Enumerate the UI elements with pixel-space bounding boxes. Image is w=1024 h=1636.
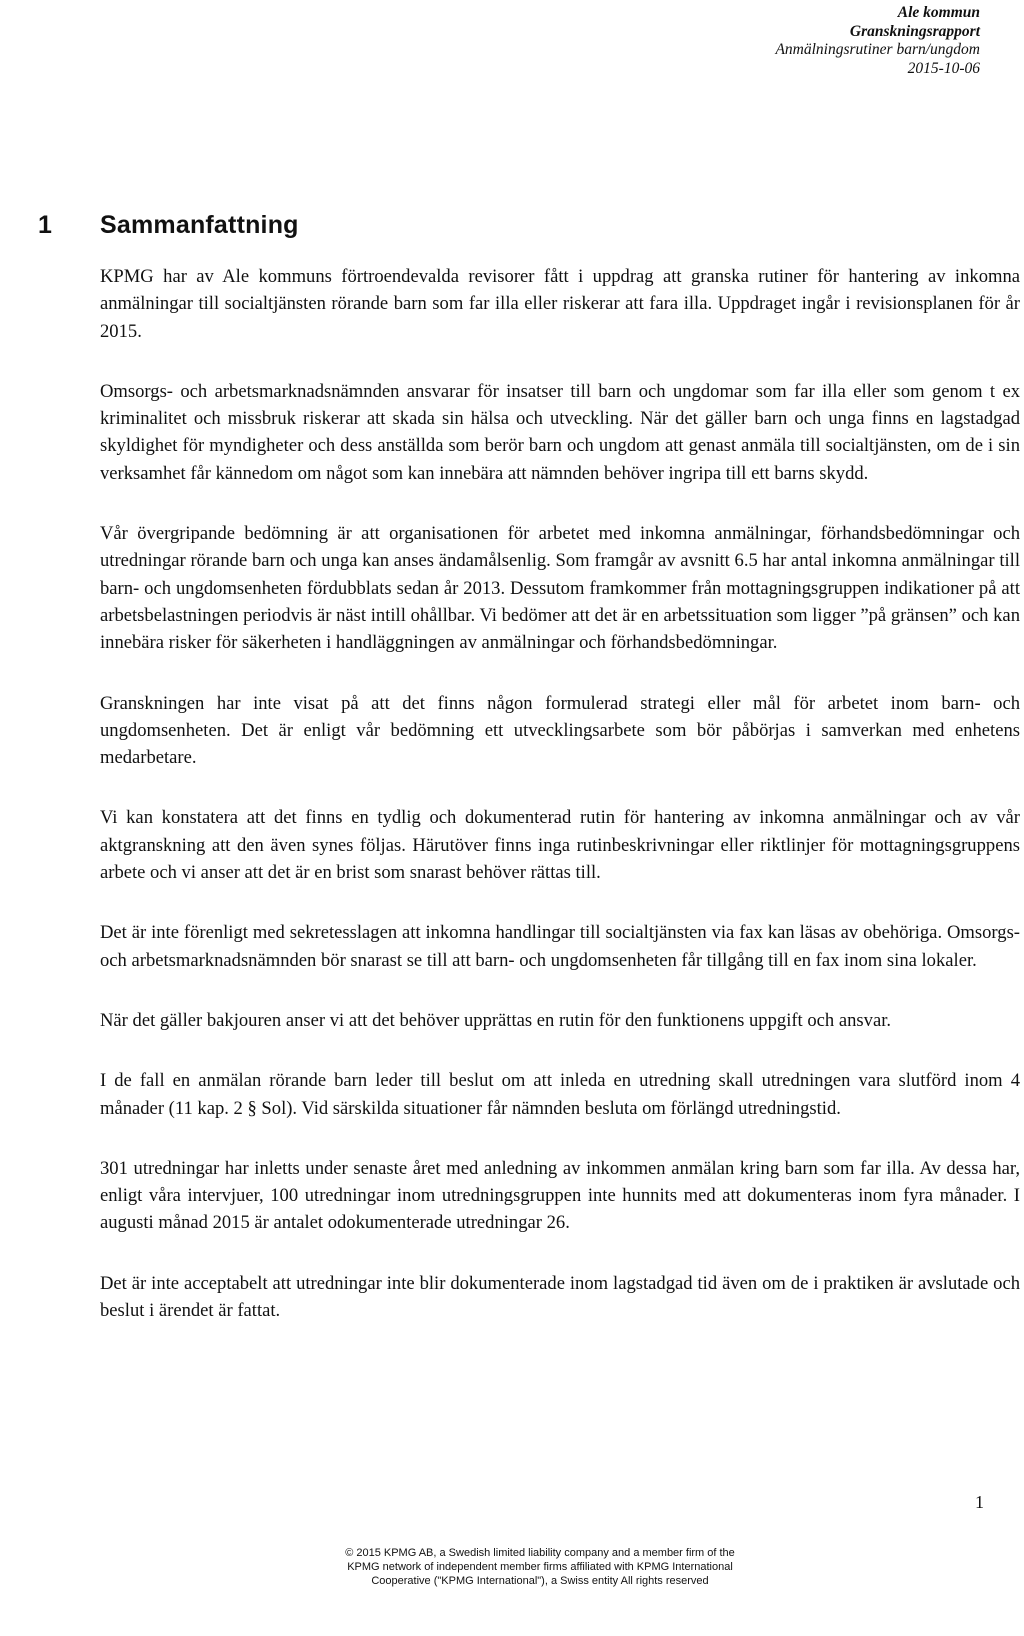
paragraph: I de fall en anmälan rörande barn leder till beslut om att inleda en utredning skall utredningen vara slutförd inom 4 månader (11 kap. 2 § Sol). Vid särskilda situationer får nämnden besluta om förlängd utredningstid. [100,1070,1020,1119]
copyright-footer [300,1546,780,1588]
section-title: Sammanfattning [100,211,299,239]
header-subject: Anmälningsrutiner barn/ungdom [775,41,980,58]
page-header [775,4,980,78]
paragraph: Det är inte acceptabelt att utredningar inte blir dokumenterade inom lagstadgad tid även om de i praktiken är avslutade och beslut i ärendet är fattat. [100,1272,1020,1322]
paragraph: Vi kan konstatera att det finns en tydlig och dokumenterad rutin för hantering av inkomna anmälningar och av vår aktgranskning att den även synes följas. Härutöver finns inga rutinbeskrivningar eller riktlinjer för mottagningsgruppens arbete och vi anser att det är en brist som snarast behöver rättas till. [100,807,1020,884]
header-org: Ale kommun [897,4,980,21]
footer-line: © 2015 KPMG AB, a Swedish limited liability company and a member firm of the [345,1547,735,1559]
paragraph: Granskningen har inte visat på att det finns någon formulerad strategi eller mål för arbetet inom barn- och ungdomsenheten. Det är enligt vår bedömning ett utvecklingsarbete som bör påbörjas i samverkan med enhetens medarbetare. [100,692,1020,769]
paragraph: 301 utredningar har inletts under senaste året med anledning av inkommen anmälan kring barn som far illa. Av dessa har, enligt våra intervjuer, 100 utredningar inom utredningsgruppen inte hunnits med att dokumenteras inom fyra månader. I augusti månad 2015 är antalet odokumenterade utredningar 26. [100,1157,1020,1234]
paragraph: Omsorgs- och arbetsmarknadsnämnden ansvarar för insatser till barn och ungdomar som far illa eller som genom t ex kriminalitet och missbruk riskerar att skada sin hälsa och utveckling. När det gäller barn och unga finns en lagstadgad skyldighet för myndigheter och dess anställda som berör barn och ungdom att genast anmäla till socialtjänsten, om de i sin verksamhet får kännedom om något som kan innebära att nämnden behöver ingripa till ett barns skydd. [100,380,1020,484]
paragraph: Vår övergripande bedömning är att organisationen för arbetet med inkomna anmälningar, förhandsbedömningar och utredningar rörande barn och unga kan anses ändamålsenlig. Som framgår av avsnitt 6.5 har antal inkomna anmälningar till barn- och ungdomsenheten fördubblats sedan år 2013. Dessutom framkommer från mottagningsgruppen indikationer på att arbetsbelastningen periodvis är näst intill ohållbar. Vi bedömer att det är en arbetssituation som ligger ”på gränsen” och kan innebära risker för säkerheten i handläggningen av anmälningar och förhandsbedömningar. [100,523,1020,654]
footer-line: Cooperative ("KPMG International"), a Swiss entity All rights reserved [371,1575,709,1587]
paragraph: KPMG har av Ale kommuns förtroendevalda revisorer fått i uppdrag att granska rutiner för hantering av inkomna anmälningar till socialtjänsten rörande barn som far illa eller riskerar att fara illa. Uppdraget ingår i revisionsplanen för år 2015. [100,266,1020,342]
summary-body [100,263,1020,1357]
header-date: 2015-10-06 [907,59,980,77]
paragraph: När det gäller bakjouren anser vi att det behöver upprättas en rutin för den funktionens uppgift och ansvar. [100,1009,892,1031]
section-heading [0,210,1024,250]
page-number: 1 [975,1492,984,1512]
footer-line: KPMG network of independent member firms affiliated with KPMG International [347,1561,733,1573]
header-report-type: Granskningsrapport [849,22,980,40]
section-number: 1 [38,211,52,239]
paragraph: Det är inte förenligt med sekretesslagen att inkomna handlingar till socialtjänsten via fax kan läsas av obehöriga. Omsorgs- och arbetsmarknadsnämnden bör snarast se till att barn- och ungdomsenheten får tillgång till en fax inom sina lokaler. [100,922,1020,971]
